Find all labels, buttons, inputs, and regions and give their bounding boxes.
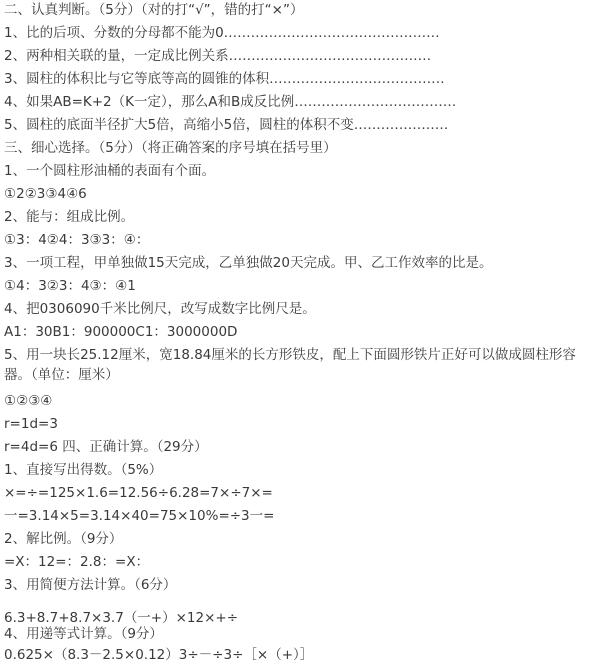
choice-question-2: 2、能与：组成比例。 <box>4 209 135 225</box>
choice-question-1: 1、一个圆柱形油桶的表面有个面。 <box>4 163 216 179</box>
choice-options-2: ①3：4②4：3③3：④： <box>4 232 150 248</box>
calc-subheading-2: 2、解比例。（9分） <box>4 531 123 547</box>
choice-question-4: 4、把0306090千米比例尺，改写成数字比例尺是。 <box>4 301 316 317</box>
stepwise-row: 0.625×（8.3－2.5×0.12）3÷－÷3÷［×（+）］ <box>4 647 314 663</box>
choice-options-5: ①②③④ <box>4 393 53 409</box>
choice-options-3: ①4：3②3：4③：④1 <box>4 278 136 294</box>
calc-subheading-3: 3、用简便方法计算。（6分） <box>4 577 177 593</box>
calc-subheading-1: 1、直接写出得数。（5%） <box>4 462 163 478</box>
calc-subheading-4: 4、用递等式计算。（9分） <box>4 626 163 642</box>
proportion-row: =X：12=：2.8：=X： <box>4 554 150 570</box>
choice-question-5: 5、用一块长25.12厘米，宽18.84厘米的长方形铁皮，配上下面圆形铁片正好可以做成圆柱形容器。（单位：厘米） <box>4 347 576 383</box>
simplify-row: 6.3+8.7+8.7×3.7（一+）×12×+÷ <box>4 610 239 626</box>
choice-option-detail-1: r=1d=3 <box>4 416 58 432</box>
section-2-heading: 二、认真判断。（5分）（对的打“√”，错的打“×”） <box>4 2 304 18</box>
section-4-heading: r=4d=6 四、正确计算。（29分） <box>4 439 208 455</box>
choice-question-3: 3、一项工程，甲单独做15天完成，乙单独做20天完成。甲、乙工作效率的比是。 <box>4 255 493 271</box>
judge-item-4: 4、如果AB=K+2（K一定），那么A和B成反比例……………………………… <box>4 94 457 110</box>
calc-row-1: ×=÷=125×1.6=12.56÷6.28=7×÷7×= <box>4 485 273 501</box>
judge-item-1: 1、比的后项、分数的分母都不能为0………………………………………… <box>4 25 440 41</box>
judge-item-5: 5、圆柱的底面半径扩大5倍，高缩小5倍，圆柱的体积不变………………… <box>4 117 449 133</box>
choice-options-1: ①2②3③4④6 <box>4 186 87 202</box>
choice-options-4: A1：30B1：900000C1：3000000D <box>4 324 238 340</box>
calc-row-2: 一=3.14×5=3.14×40=75×10%=÷3一= <box>4 508 275 524</box>
judge-item-2: 2、两种相关联的量，一定成比例关系……………………………………… <box>4 48 432 64</box>
judge-item-3: 3、圆柱的体积比与它等底等高的圆锥的体积………………………………… <box>4 71 445 87</box>
section-3-heading: 三、细心选择。（5分）（将正确答案的序号填在括号里） <box>4 140 337 156</box>
